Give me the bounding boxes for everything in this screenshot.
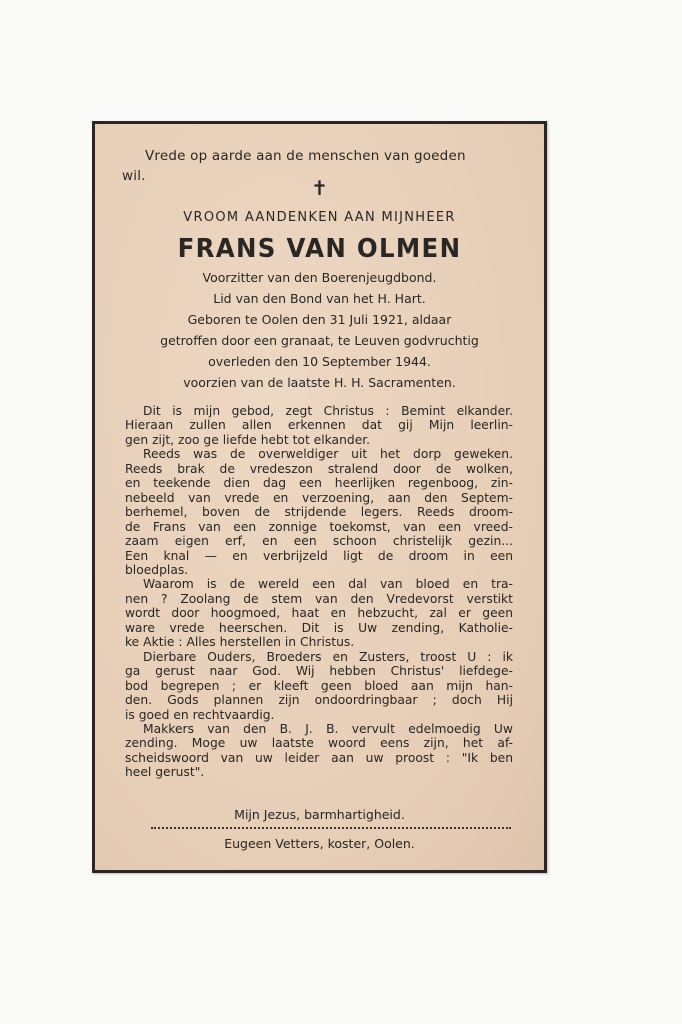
body-line: den. Gods plannen zijn ondoordringbaar ; doch Hij xyxy=(125,693,513,708)
bio-line: Lid van den Bond van het H. Hart. xyxy=(213,291,426,306)
body-line: is goed en rechtvaardig. xyxy=(125,707,275,722)
body-line: Reeds was de overweldiger uit het dorp geweken. xyxy=(143,447,513,462)
memorial-card xyxy=(92,121,547,873)
body-line: ware vrede heerschen. Dit is Uw zending, Katholie- xyxy=(125,620,513,635)
pre-title: VROOM AANDENKEN AAN MIJNHEER xyxy=(183,210,456,225)
body-line: scheidswoord van uw leider aan uw proost : "Ik ben xyxy=(125,750,513,765)
body-line: heel gerust". xyxy=(125,765,205,780)
body-line: ke Aktie : Alles herstellen in Christus. xyxy=(125,635,355,650)
bio-line: Geboren te Oolen den 31 Juli 1921, aldaar xyxy=(187,312,452,327)
closing-prayer: Mijn Jezus, barmhartigheid. xyxy=(234,807,405,822)
body-line: Waarom is de wereld een dal van bloed en tra- xyxy=(143,577,513,592)
deceased-name: FRANS VAN OLMEN xyxy=(177,234,462,264)
body-line: bloedplas. xyxy=(125,562,189,577)
body-line: berhemel, boven de strijdende legers. Reeds droom- xyxy=(125,505,513,520)
body-line: Dierbare Ouders, Broeders en Zusters, troost U : ik xyxy=(143,649,513,664)
body-line: Dit is mijn gebod, zegt Christus : Bemint elkander. xyxy=(143,404,513,418)
body-line: nebeeld van vrede en verzoening, aan den Septem- xyxy=(125,490,513,505)
greeting-line-1: Vrede op aarde aan de menschen van goeden xyxy=(145,148,466,164)
body-line: gen zijt, zoo ge liefde hebt tot elkander. xyxy=(125,432,371,447)
body-line: Hieraan zullen allen erkennen dat gij Mijn leerlin- xyxy=(125,418,513,433)
bio-line: overleden den 10 September 1944. xyxy=(208,354,431,369)
body-line: ga gerust naar God. Wij hebben Christus' liefdege- xyxy=(125,664,513,679)
body-line: Een knal — en verbrijzeld ligt de droom in een xyxy=(125,548,513,563)
body-line: Reeds brak de vredeszon stralend door de wolken, xyxy=(125,461,513,476)
greeting-line-2: wil. xyxy=(122,168,146,184)
printer-credit: Eugeen Vetters, koster, Oolen. xyxy=(224,836,415,851)
cross-icon: ✝ xyxy=(311,176,328,200)
bio-line: getroffen door een granaat, te Leuven godvruchtig xyxy=(160,333,479,348)
biography xyxy=(95,267,544,393)
body-line: wordt door hoogmoed, haat en hebzucht, zal er geen xyxy=(125,606,513,621)
body-line: zending. Moge uw laatste woord eens zijn, het af- xyxy=(125,736,513,751)
body-line: de Frans van een zonnige toekomst, van een vreed- xyxy=(125,519,513,534)
body-line: nen ? Zoolang de stem van den Vredevorst verstikt xyxy=(125,591,513,606)
bio-line: voorzien van de laatste H. H. Sacramenten. xyxy=(183,375,456,390)
body-line: Makkers van den B. J. B. vervult edelmoedig Uw xyxy=(143,721,513,736)
body-text xyxy=(125,404,513,780)
body-line: zaam eigen erf, en een schoon christelijk gezin... xyxy=(125,534,513,549)
bio-line: Voorzitter van den Boerenjeugdbond. xyxy=(202,270,437,285)
body-line: en teekende dien dag een heerlijken regenboog, zin- xyxy=(125,476,513,491)
dotted-divider xyxy=(151,827,511,829)
body-line: bod begrepen ; er kleeft geen bloed aan mijn han- xyxy=(125,678,513,693)
